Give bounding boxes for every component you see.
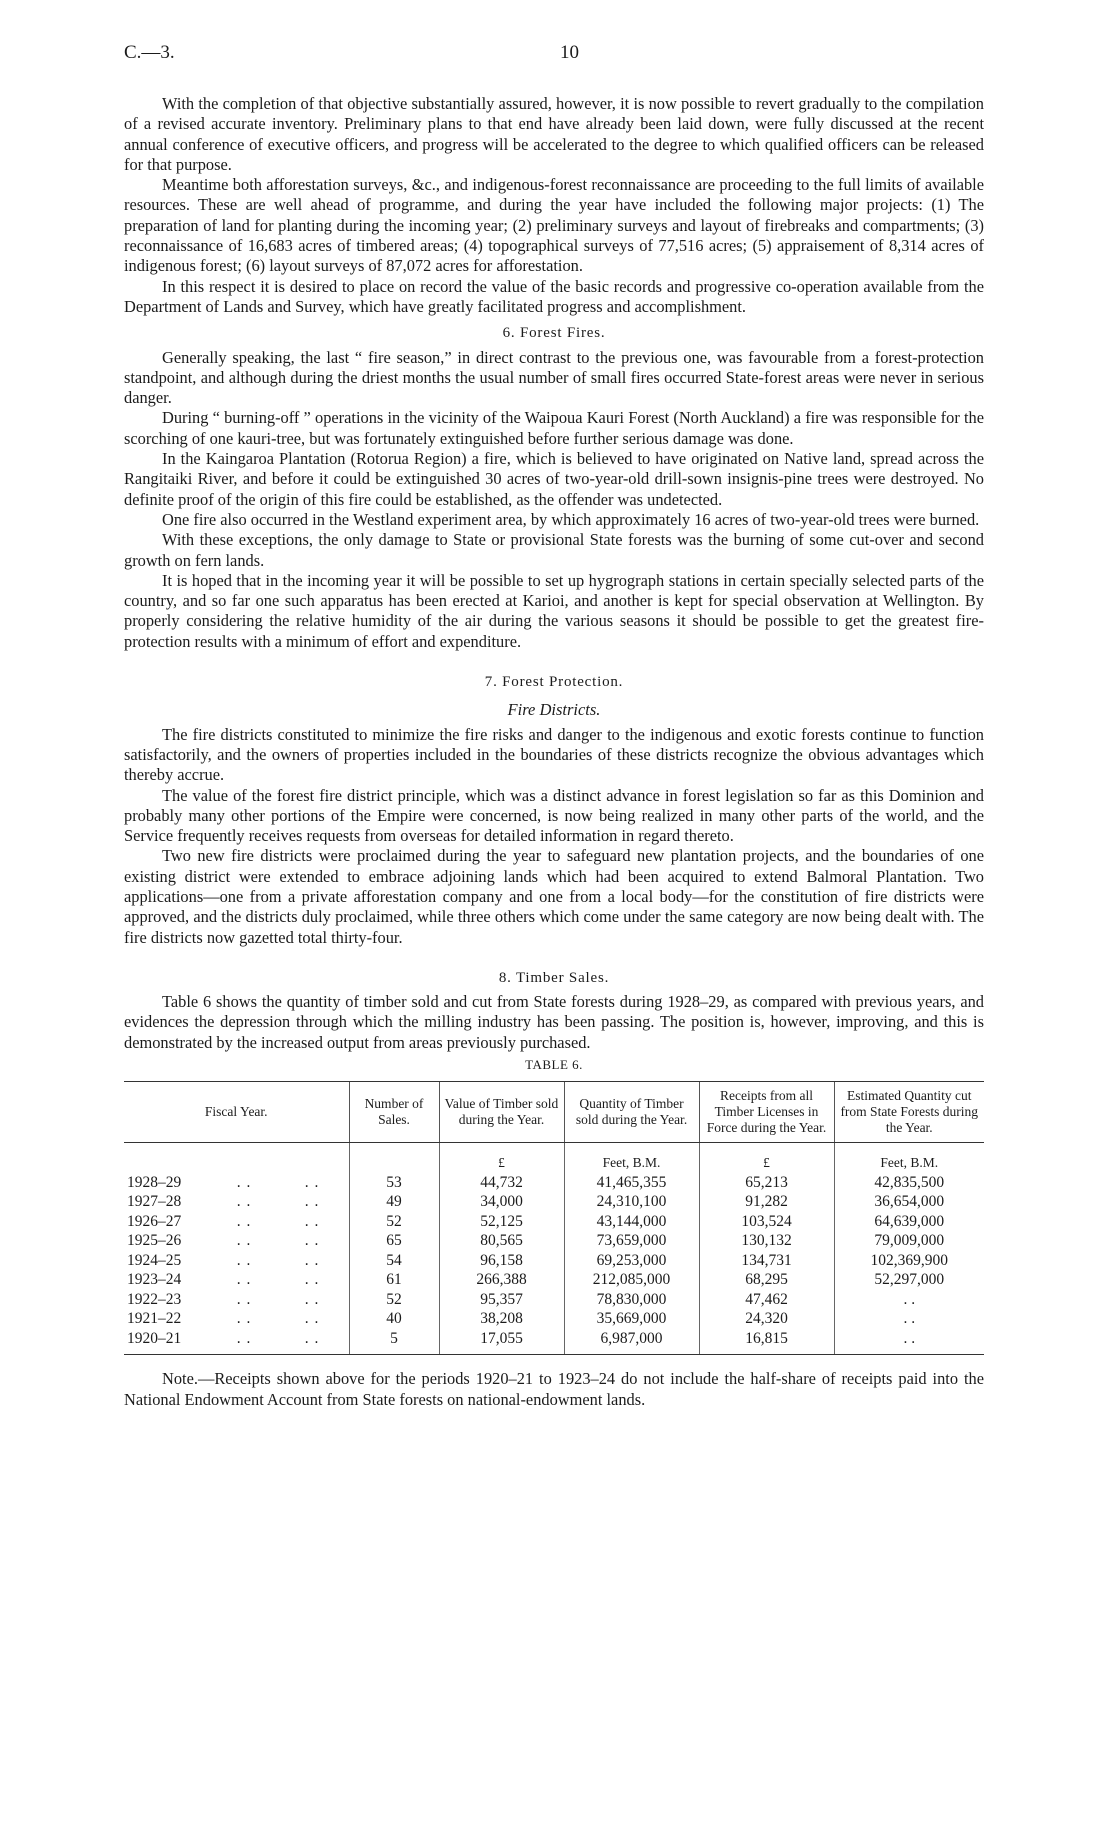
leader-dots: . . bbox=[236, 1271, 252, 1289]
fiscal-year-cell bbox=[124, 1173, 349, 1193]
number-of-sales-cell: 65 bbox=[349, 1231, 439, 1251]
table-note: Note.—Receipts shown above for the periods 1920–21 to 1923–24 do not include the half-share of receipts paid into the National Endowment Account from State forests on national-endowment lands. bbox=[124, 1369, 984, 1409]
leader-dots: . . bbox=[236, 1310, 252, 1328]
quantity-sold-cell: 212,085,000 bbox=[564, 1270, 699, 1290]
number-of-sales-cell: 52 bbox=[349, 1290, 439, 1310]
estimated-cut-cell: 52,297,000 bbox=[834, 1270, 984, 1290]
value-sold-cell: 38,208 bbox=[439, 1309, 564, 1329]
quantity-sold-cell: 24,310,100 bbox=[564, 1192, 699, 1212]
leader-dots: . . bbox=[304, 1173, 320, 1191]
paragraph: Meantime both afforestation surveys, &c., and indigenous-forest reconnaissance are proceeding to the full limits of available resources. These are well ahead of programme, and during the year have included the following major projects: (1) The preparation of land for planting during the incoming year; (2) preliminary surveys and layout of firebreaks and compartments; (3) reconnaissance of 16,683 acres of timbered areas; (4) topographical surveys of 77,516 acres; (5) appraisement of 8,314 acres of indigenous forest; (6) layout surveys of 87,072 acres for afforestation. bbox=[124, 175, 984, 276]
unit-receipts: £ bbox=[699, 1143, 834, 1173]
value-sold-cell: 17,055 bbox=[439, 1329, 564, 1355]
quantity-sold-cell: 78,830,000 bbox=[564, 1290, 699, 1310]
leader-dots: . . bbox=[236, 1173, 252, 1191]
receipts-cell: 91,282 bbox=[699, 1192, 834, 1212]
leader-dots: . . bbox=[304, 1212, 320, 1230]
number-of-sales-cell: 49 bbox=[349, 1192, 439, 1212]
paragraph: It is hoped that in the incoming year it will be possible to set up hygrograph stations in certain specially selected parts of the country, and so far one such apparatus has been erected at Karioi, and another is kept for special observation at Wellington. By properly considering the relative humidity of the air during the various seasons it should be possible to get the greatest fire-protection results with a minimum of effort and expenditure. bbox=[124, 570, 984, 651]
unit-value-sold: £ bbox=[439, 1143, 564, 1173]
fiscal-year-cell bbox=[124, 1309, 349, 1329]
paragraph: Two new fire districts were proclaimed during the year to safeguard new plantation projects, and the boundaries of one existing district were extended to embrace adjoining lands which had been acquired to extend Balmoral Plantation. Two applications—one from a private afforestation company and one from a local body—for the constitution of fire districts were approved, and the districts duly proclaimed, while three others which come under the same category are now being dealt with. The fire districts now gazetted total thirty-four. bbox=[124, 846, 984, 947]
receipts-cell: 47,462 bbox=[699, 1290, 834, 1310]
quantity-sold-cell: 41,465,355 bbox=[564, 1173, 699, 1193]
header-fiscal-year: Fiscal Year. bbox=[124, 1082, 349, 1143]
fiscal-year: 1927–28 bbox=[127, 1193, 182, 1211]
header-number-of-sales: Number of Sales. bbox=[349, 1082, 439, 1143]
table-row bbox=[124, 1251, 984, 1271]
section-heading-forest-fires: 6. Forest Fires. bbox=[502, 325, 606, 342]
number-of-sales-cell: 52 bbox=[349, 1212, 439, 1232]
fiscal-year: 1928–29 bbox=[127, 1173, 182, 1191]
number-of-sales-cell: 61 bbox=[349, 1270, 439, 1290]
unit-cell-empty bbox=[124, 1143, 349, 1173]
paragraph: In this respect it is desired to place on record the value of the basic records and progressive co-operation available from the Department of Lands and Survey, which have greatly facilitated progress and accomplishment. bbox=[124, 276, 984, 316]
paragraph: Table 6 shows the quantity of timber sold and cut from State forests during 1928–29, as compared with previous years, and evidences the depression through which the milling industry has been passing. The position is, however, improving, and this is demonstrated by the increased output from areas previously purchased. bbox=[124, 992, 984, 1052]
value-sold-cell: 80,565 bbox=[439, 1231, 564, 1251]
table-row bbox=[124, 1309, 984, 1329]
quantity-sold-cell: 6,987,000 bbox=[564, 1329, 699, 1355]
value-sold-cell: 95,357 bbox=[439, 1290, 564, 1310]
section-heading-forest-protection: 7. Forest Protection. bbox=[484, 674, 624, 691]
number-of-sales-cell: 40 bbox=[349, 1309, 439, 1329]
table-header-row bbox=[124, 1082, 984, 1143]
receipts-cell: 24,320 bbox=[699, 1309, 834, 1329]
estimated-cut-cell: 42,835,500 bbox=[834, 1173, 984, 1193]
table-row bbox=[124, 1212, 984, 1232]
paragraph: Generally speaking, the last “ fire season,” in direct contrast to the previous one, was favourable from a forest-protection standpoint, and although during the driest months the usual number of small fires occurred State-forest areas were never in serious danger. bbox=[124, 347, 984, 408]
receipts-cell: 134,731 bbox=[699, 1251, 834, 1271]
page-header bbox=[124, 42, 990, 72]
number-of-sales-cell: 54 bbox=[349, 1251, 439, 1271]
section-heading-timber-sales: 8. Timber Sales. bbox=[498, 969, 610, 986]
table-row bbox=[124, 1290, 984, 1310]
paragraph: One fire also occurred in the Westland experiment area, by which approximately 16 acres of two-year-old trees were burned. bbox=[162, 509, 980, 529]
timber-sales-table bbox=[124, 1081, 984, 1355]
table-row bbox=[124, 1192, 984, 1212]
receipts-cell: 65,213 bbox=[699, 1173, 834, 1193]
subheading-fire-districts: Fire Districts. bbox=[507, 700, 601, 720]
fiscal-year-cell bbox=[124, 1270, 349, 1290]
estimated-cut-cell: 102,369,900 bbox=[834, 1251, 984, 1271]
leader-dots: . . bbox=[304, 1290, 320, 1308]
fiscal-year-cell bbox=[124, 1329, 349, 1355]
fiscal-year: 1922–23 bbox=[127, 1290, 182, 1308]
fiscal-year: 1920–21 bbox=[127, 1329, 182, 1347]
header-estimated-cut: Estimated Quantity cut from State Forests during the Year. bbox=[834, 1082, 984, 1143]
table-row bbox=[124, 1231, 984, 1251]
fiscal-year-cell bbox=[124, 1212, 349, 1232]
fiscal-year: 1925–26 bbox=[127, 1232, 182, 1250]
quantity-sold-cell: 69,253,000 bbox=[564, 1251, 699, 1271]
estimated-cut-cell: 64,639,000 bbox=[834, 1212, 984, 1232]
leader-dots: . . bbox=[236, 1251, 252, 1269]
quantity-sold-cell: 43,144,000 bbox=[564, 1212, 699, 1232]
receipts-cell: 130,132 bbox=[699, 1231, 834, 1251]
units-row bbox=[124, 1143, 984, 1173]
leader-dots: . . bbox=[304, 1329, 320, 1347]
fiscal-year-cell bbox=[124, 1231, 349, 1251]
receipts-cell: 103,524 bbox=[699, 1212, 834, 1232]
table-row bbox=[124, 1329, 984, 1355]
estimated-cut-cell: 79,009,000 bbox=[834, 1231, 984, 1251]
quantity-sold-cell: 73,659,000 bbox=[564, 1231, 699, 1251]
receipts-cell: 68,295 bbox=[699, 1270, 834, 1290]
leader-dots: . . bbox=[304, 1271, 320, 1289]
page-body bbox=[124, 94, 984, 1410]
unit-cell-empty bbox=[349, 1143, 439, 1173]
fiscal-year: 1926–27 bbox=[127, 1212, 182, 1230]
leader-dots: . . bbox=[236, 1290, 252, 1308]
fiscal-year: 1921–22 bbox=[127, 1310, 182, 1328]
paragraph: The value of the forest fire district principle, which was a distinct advance in forest legislation so far as this Dominion and probably many other portions of the Empire were concerned, is now being realized in many other parts of the world, and the Service frequently receives requests from overseas for detailed information in regard thereto. bbox=[124, 785, 984, 846]
estimated-cut-cell: . . bbox=[834, 1290, 984, 1310]
leader-dots: . . bbox=[304, 1310, 320, 1328]
paragraph: During “ burning-off ” operations in the vicinity of the Waipoua Kauri Forest (North Auckland) a fire was responsible for the scorching of one kauri-tree, but was fortunately extinguished before further serious damage was done. bbox=[124, 408, 984, 448]
quantity-sold-cell: 35,669,000 bbox=[564, 1309, 699, 1329]
paragraph: With these exceptions, the only damage to State or provisional State forests was the burning of some cut-over and second growth on fern lands. bbox=[124, 530, 984, 570]
leader-dots: . . bbox=[236, 1329, 252, 1347]
leader-dots: . . bbox=[304, 1232, 320, 1250]
table-row bbox=[124, 1173, 984, 1193]
header-value-sold: Value of Timber sold during the Year. bbox=[439, 1082, 564, 1143]
leader-dots: . . bbox=[304, 1251, 320, 1269]
unit-estimated-cut: Feet, B.M. bbox=[834, 1143, 984, 1173]
unit-quantity-sold: Feet, B.M. bbox=[564, 1143, 699, 1173]
fiscal-year-cell bbox=[124, 1192, 349, 1212]
paragraph: In the Kaingaroa Plantation (Rotorua Region) a fire, which is believed to have originated on Native land, spread across the Rangitaiki River, and before it could be extinguished 30 acres of two-year-old drill-sown insignis-pine trees were destroyed. No definite proof of the origin of this fire could be established, as the offender was undetected. bbox=[124, 449, 984, 509]
estimated-cut-cell: . . bbox=[834, 1329, 984, 1355]
receipts-cell: 16,815 bbox=[699, 1329, 834, 1355]
paragraph: The fire districts constituted to minimize the fire risks and danger to the indigenous and exotic forests continue to function satisfactorily, and the owners of properties included in the boundaries of these districts recognize the obvious advantages which thereby accrue. bbox=[124, 724, 984, 785]
fiscal-year-cell bbox=[124, 1251, 349, 1271]
header-quantity-sold: Quantity of Timber sold during the Year. bbox=[564, 1082, 699, 1143]
value-sold-cell: 96,158 bbox=[439, 1251, 564, 1271]
number-of-sales-cell: 5 bbox=[349, 1329, 439, 1355]
fiscal-year: 1923–24 bbox=[127, 1271, 182, 1289]
value-sold-cell: 52,125 bbox=[439, 1212, 564, 1232]
estimated-cut-cell: 36,654,000 bbox=[834, 1192, 984, 1212]
leader-dots: . . bbox=[236, 1232, 252, 1250]
leader-dots: . . bbox=[304, 1193, 320, 1211]
fiscal-year-cell bbox=[124, 1290, 349, 1310]
leader-dots: . . bbox=[236, 1212, 252, 1230]
fiscal-year: 1924–25 bbox=[127, 1251, 182, 1269]
value-sold-cell: 34,000 bbox=[439, 1192, 564, 1212]
header-receipts: Receipts from all Timber Licenses in Force during the Year. bbox=[699, 1082, 834, 1143]
paper-code: C.—3. bbox=[124, 42, 175, 63]
table-row bbox=[124, 1270, 984, 1290]
value-sold-cell: 44,732 bbox=[439, 1173, 564, 1193]
page-number: 10 bbox=[560, 42, 579, 63]
number-of-sales-cell: 53 bbox=[349, 1173, 439, 1193]
table-caption: TABLE 6. bbox=[525, 1057, 583, 1073]
leader-dots: . . bbox=[236, 1193, 252, 1211]
estimated-cut-cell: . . bbox=[834, 1309, 984, 1329]
paragraph: With the completion of that objective substantially assured, however, it is now possible to revert gradually to the compilation of a revised accurate inventory. Preliminary plans to that end have already been laid down, were fully discussed at the recent annual conference of executive officers, and progress will be accelerated to the degree to which qualified officers can be released for that purpose. bbox=[124, 94, 984, 174]
value-sold-cell: 266,388 bbox=[439, 1270, 564, 1290]
